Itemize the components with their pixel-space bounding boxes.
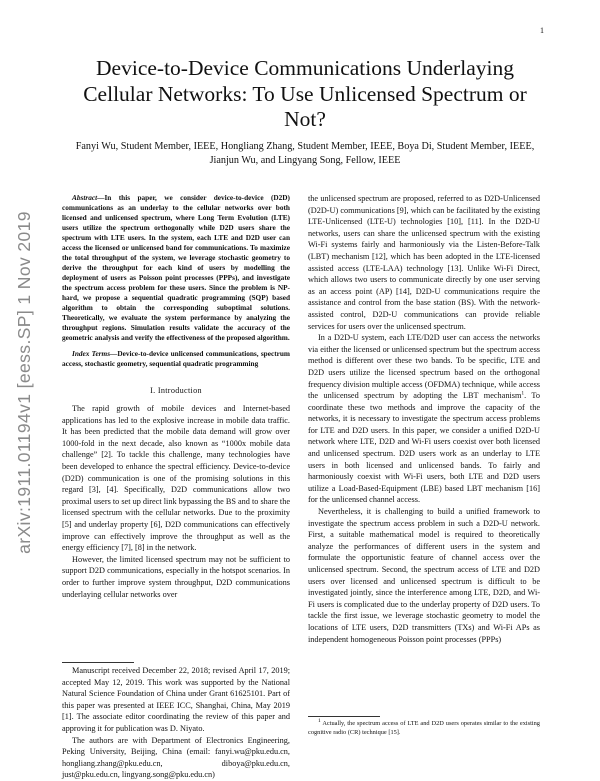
arxiv-stamp-text: arXiv:1911.01194v1 [eess.SP] 1 Nov 2019 [13, 210, 34, 554]
footnote-rule-left [62, 662, 134, 663]
manuscript-footnotes [62, 665, 290, 781]
footnote-marker: 1 [521, 390, 525, 397]
section-heading-introduction: I. Introduction [150, 386, 202, 395]
right-paragraph-2 [308, 332, 540, 506]
manuscript-footnote-1: Manuscript received December 22, 2018; revised April 17, 2019; accepted May 12, 2019. This work was supported by the National Natural Science Foundation of China under Grant 61625101. Part of this paper was presented at IEEE ICC, Shanghai, China, May 2019 [1]. The associate editor coordinating the review of this paper and approving it for publication was D. Niyato. [62, 666, 290, 733]
footnote-1-text: Actually, the spectrum access of LTE and D2D users operates similar to the existing cognitive radio (CR) technique [15]. [308, 720, 540, 736]
footnote-1-marker: 1 [318, 717, 321, 724]
right-paragraph-2-part-b: . To coordinate these two methods and improve the capacity of the networks, it is necessary to investigate the spectrum access problems for LTE and D2D users. In this paper, we consider a unified D2D-U network where LTE, D2D and Wi-Fi users coexist over both licensed and unlicensed spectrum. D2D users work as an underlay to LTE users in both licensed and unlicensed bands. To fairly and harmoniously coexist with Wi-Fi users, both LTE and D2D users utilize a Load-Based-Equipment (LBE) based LBT mechanism [16] for the unlicensed channel access. [308, 391, 540, 505]
right-paragraph-2-part-a: In a D2D-U system, each LTE/D2D user can access the networks via either the licensed or unlicensed spectrum but the spectrum access method is different over these two bands. To be specific, LTE and D2D users utilize the licensed spectrum based on the orthogonal frequency division multiple access (OFDMA) technique, while access the unlicensed spectrum by adopting the LBT mechanism [308, 333, 540, 401]
index-terms-text: —Device-to-device unlicensed communications, spectrum access, stochastic geometry, sequential quadratic programming [62, 349, 290, 368]
paper-title: Device-to-Device Communications Underlaying Cellular Networks: To Use Unlicensed Spectrum or Not? [83, 56, 527, 131]
arxiv-stamp [12, 182, 36, 582]
right-column [308, 193, 540, 645]
right-paragraph-3: Nevertheless, it is challenging to build a unified framework to investigate the spectrum access problem in such a D2D-U network. First, a suitable mathematical model is required to theoretically analyze the performances of different users in the system and formulate the opportunistic feature of channel access over the unlicensed spectrum. Second, the spectrum access of LTE and D2D users over licensed and unlicensed spectrum is difficult to be investigated jointly, since the interference among LTE, D2D, and Wi-Fi users is complicated due to the underlay property of D2D users. To tackle the first issue, we leverage stochastic geometry to model the locations of LTE users, D2D transmitters (TXs) and Wi-Fi APs as independent homogeneous Poisson point processes (PPPs) [308, 507, 540, 644]
footnote-1 [308, 717, 540, 737]
abstract-label: Abstract [72, 193, 98, 202]
page-number: 1 [540, 26, 544, 35]
manuscript-footnote-2: The authors are with Department of Electronics Engineering, Peking University, Beijing, China (email: fanyi.wu@pku.edu.cn, hongliang.zhang@pku.edu.cn, diboya@pku.edu.cn, just@pku.edu.cn, lingyang.song@pku.edu.cn) [62, 735, 290, 780]
index-terms-label: Index Terms [72, 349, 111, 358]
right-paragraph-1: the unlicensed spectrum are proposed, referred to as D2D-Unlicensed (D2D-U) communications [9], which can be facilitated by the existing LTE-Unlicensed (LTE-U) technologies [10], [11]. In the D2D-U networks, users can share the unlicensed spectrum with the existing Wi-Fi systems fairly and harmoniously via the Listen-Before-Talk (LBT) mechanism [12], which has been adopted in the LTE-licensed assisted access (LTE-LAA) technology [13]. Unlike Wi-Fi Direct, which allows two users to communicate directly by one user serving as an access point (AP) [14], D2D-U communications require the assistance and control from the base station (BS). With the network-assisted control, D2D-U communications can provide reliable services for users over the unlicensed spectrum. [308, 194, 540, 331]
index-terms [62, 349, 290, 369]
abstract-text: —In this paper, we consider device-to-device (D2D) communications as an underlay to the cellular networks over both licensed and unlicensed spectrum, where Long Term Evolution (LTE) users utilize the spectrum orthogonally while D2D users share the spectrum with LTE users. In the system, each LTE and D2D user can access the licensed or unlicensed band for communications. To maximize the total throughput of the system, we leverage stochastic geometry to derive the throughput for each kind of users by modelling the deployment of users as Poisson point processes (PPPs), and investigate the spectrum access problem for these users. Since the problem is NP-hard, we propose a sequential quadratic programming (SQP) based algorithm to obtain the corresponding suboptimal solutions. Theoretically, we evaluate the system performance by analyzing the throughput regions. Simulation results validate the accuracy of the geometric analysis and verify the effectiveness of the proposed algorithm. [62, 193, 290, 342]
abstract [62, 193, 290, 343]
intro-paragraph-1: The rapid growth of mobile devices and Internet-based applications has led to the explosive increase in mobile data traffic. It has been predicted that the mobile data demand will grow over 1000-fold in the next decade, also known as “1000x mobile data challenge” [2]. To tackle this challenge, many technologies have been developed to enhance the spectral efficiency. Device-to-device (D2D) communication is one of the promising solutions in this regard [3], [4]. Specifically, D2D communications allow two proximal users to set up direct link bypassing the BS and to share the licensed spectrum with the cellular networks. Due to the proximity [5] and underlay property [6], D2D communications can effectively improve can effectively improve the throughput as well as the energy efficiency [7], [8] in the network. [62, 404, 290, 553]
footnote-rule-right [308, 716, 380, 717]
author-list: Fanyi Wu, Student Member, IEEE, Hongliang Zhang, Student Member, IEEE, Boya Di, Student Member, IEEE, Jianjun Wu, and Lingyang Song, Fellow, IEEE [75, 141, 535, 166]
intro-paragraph-2: However, the limited licensed spectrum may not be sufficient to support D2D communications, especially in the hotspot scenarios. In order to further improve system throughput, D2D communications underlaying cellular networks over [62, 554, 290, 599]
left-column [62, 193, 290, 600]
